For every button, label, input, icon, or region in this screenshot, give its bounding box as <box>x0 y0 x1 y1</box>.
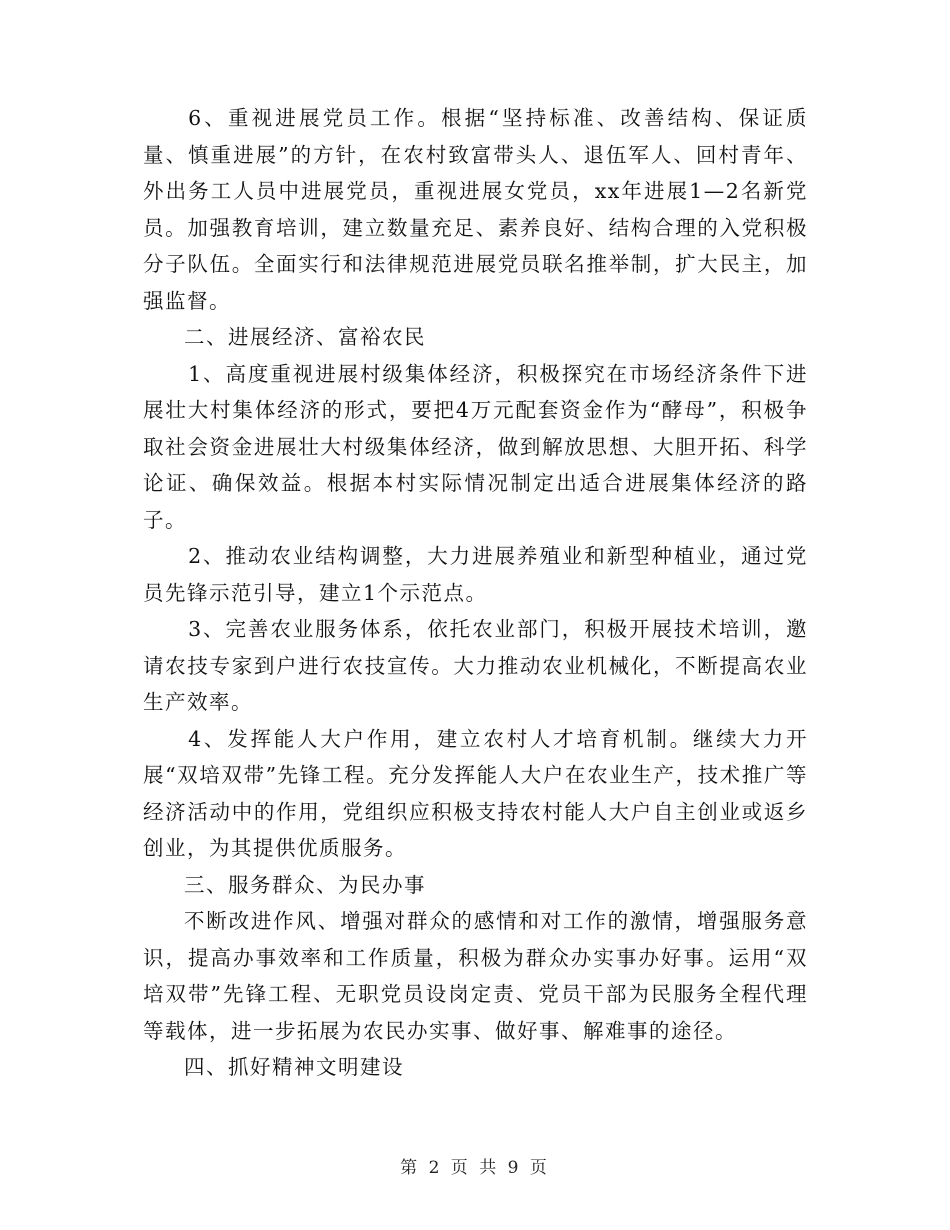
page-number-footer: 第 2 页 共 9 页 <box>400 1158 550 1178</box>
paragraph-item-2: 2、推动农业结构调整，大力进展养殖业和新型种植业，通过党员先锋示范引导，建立1个示范点。 <box>143 544 808 605</box>
section-heading-service: 三、服务群众、为民办事 <box>184 872 426 897</box>
paragraph-item-6: 6、重视进展党员工作。根据“坚持标准、改善结构、保证质量、慎重进展”的方针，在农村致富带头人、退伍军人、回村青年、外出务工人员中进展党员，重视进展女党员，xx年进展1—2名新党员。加强教育培训，建立数量充足、素养良好、结构合理的入党积极分子队伍。全面实行和法律规范进展党员联名推举制，扩大民主，加强监督。 <box>143 106 808 313</box>
document-body <box>143 100 808 1086</box>
section-heading-civilization: 四、抓好精神文明建设 <box>184 1055 404 1079</box>
paragraph-item-3: 3、完善农业服务体系，依托农业部门，积极开展技术培训，邀请农技专家到户进行农技宣传。大力推动农业机械化，不断提高农业生产效率。 <box>143 617 808 714</box>
section-heading-economy: 二、进展经济、富裕农民 <box>184 325 426 349</box>
paragraph-item-1: 1、高度重视进展村级集体经济，积极探究在市场经济条件下进展壮大村集体经济的形式，要把4万元配套资金作为“酵母”，积极争取社会资金进展壮大村级集体经济，做到解放思想、大胆开拓、科学论证、确保效益。根据本村实际情况制定出适合进展集体经济的路子。 <box>143 361 808 532</box>
paragraph-item-4: 4、发挥能人大户作用，建立农村人才培育机制。继续大力开展“双培双带”先锋工程。充分发挥能人大户在农业生产，技术推广等经济活动中的作用，党组织应积极支持农村能人大户自主创业或返乡创业，为其提供优质服务。 <box>143 726 808 860</box>
paragraph-service-body: 不断改进作风、增强对群众的感情和对工作的激情，增强服务意识，提高办事效率和工作质量，积极为群众办实事办好事。运用“双培双带”先锋工程、无职党员设岗定责、党员干部为民服务全程代理等载体，进一步拓展为农民办实事、做好事、解难事的途径。 <box>143 909 808 1043</box>
